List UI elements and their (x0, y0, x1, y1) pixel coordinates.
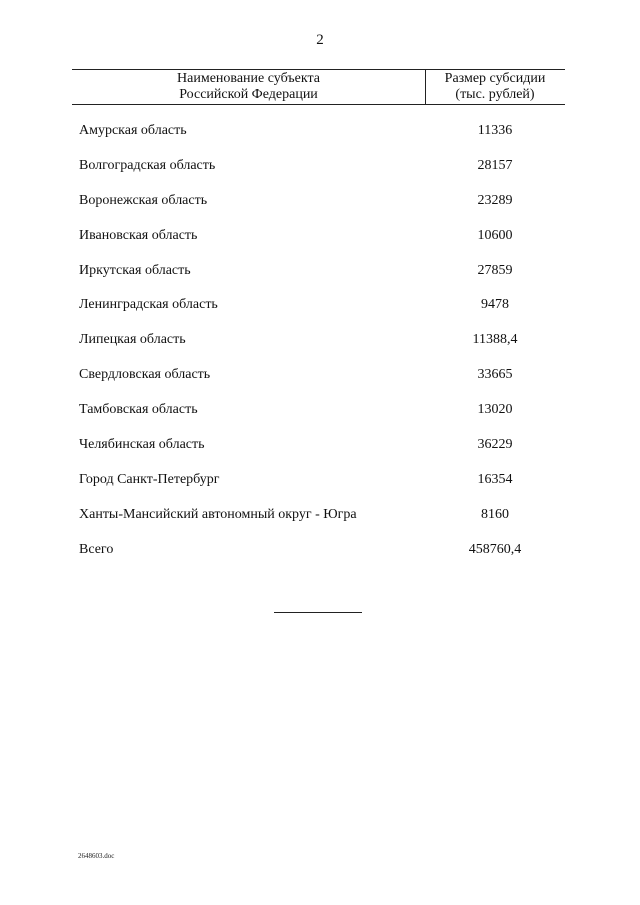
table-header-name (72, 71, 425, 103)
subsidy-amount: 11336 (477, 123, 513, 138)
region-name: Ленинградская область (79, 297, 218, 313)
subsidy-amount: 13020 (477, 402, 513, 418)
subsidy-amount: 11388,4 (472, 332, 518, 348)
region-name: Липецкая область (79, 332, 186, 348)
table-row (0, 227, 640, 262)
subsidy-amount: 16354 (477, 471, 513, 487)
subsidy-amount: 8160 (481, 506, 509, 522)
region-name: Амурская область (79, 123, 187, 138)
table-row (0, 157, 640, 192)
table-row (0, 506, 640, 541)
region-name: Воронежская область (79, 192, 208, 208)
table-header-name-line2: Российской Федерации (179, 87, 318, 102)
region-name: Свердловская область (79, 367, 211, 383)
region-name: Город Санкт-Петербург (79, 471, 220, 487)
subsidy-amount: 9478 (481, 297, 509, 313)
table-row (0, 296, 640, 331)
table-row (0, 401, 640, 436)
region-name: Ханты-Мансийский автономный округ - Югра (79, 506, 357, 522)
total-label: Всего (79, 541, 114, 557)
subsidy-amount: 23289 (477, 192, 513, 208)
subsidy-amount: 27859 (477, 262, 513, 278)
table-total-row (0, 541, 640, 576)
table-row (0, 262, 640, 297)
table-body (0, 122, 640, 576)
table-header-top-rule (72, 69, 565, 70)
table-header-bottom-rule (72, 104, 565, 105)
total-amount: 458760,4 (468, 541, 522, 557)
region-name: Челябинская область (79, 437, 205, 453)
end-of-table-rule (274, 612, 362, 613)
table-row (0, 366, 640, 401)
document-id: 2648603.doc (78, 852, 115, 860)
region-name: Иркутская область (79, 262, 191, 278)
region-name: Тамбовская область (79, 402, 198, 418)
table-row (0, 331, 640, 366)
table-row (0, 122, 640, 157)
subsidy-amount: 28157 (477, 157, 513, 173)
table-header-name-line1: Наименование субъекта (177, 71, 320, 86)
table-header-amount-line1: Размер субсидии (444, 71, 546, 86)
table-header-amount-line2: (тыс. рублей) (455, 87, 535, 102)
page-number: 2 (316, 32, 324, 48)
region-name: Ивановская область (79, 227, 198, 243)
table-row (0, 192, 640, 227)
table-row (0, 436, 640, 471)
region-name: Волгоградская область (79, 157, 216, 173)
table-row (0, 471, 640, 506)
subsidy-amount: 36229 (477, 437, 513, 453)
subsidy-amount: 10600 (477, 227, 513, 243)
table-header-amount (425, 71, 565, 103)
subsidy-amount: 33665 (477, 367, 513, 383)
